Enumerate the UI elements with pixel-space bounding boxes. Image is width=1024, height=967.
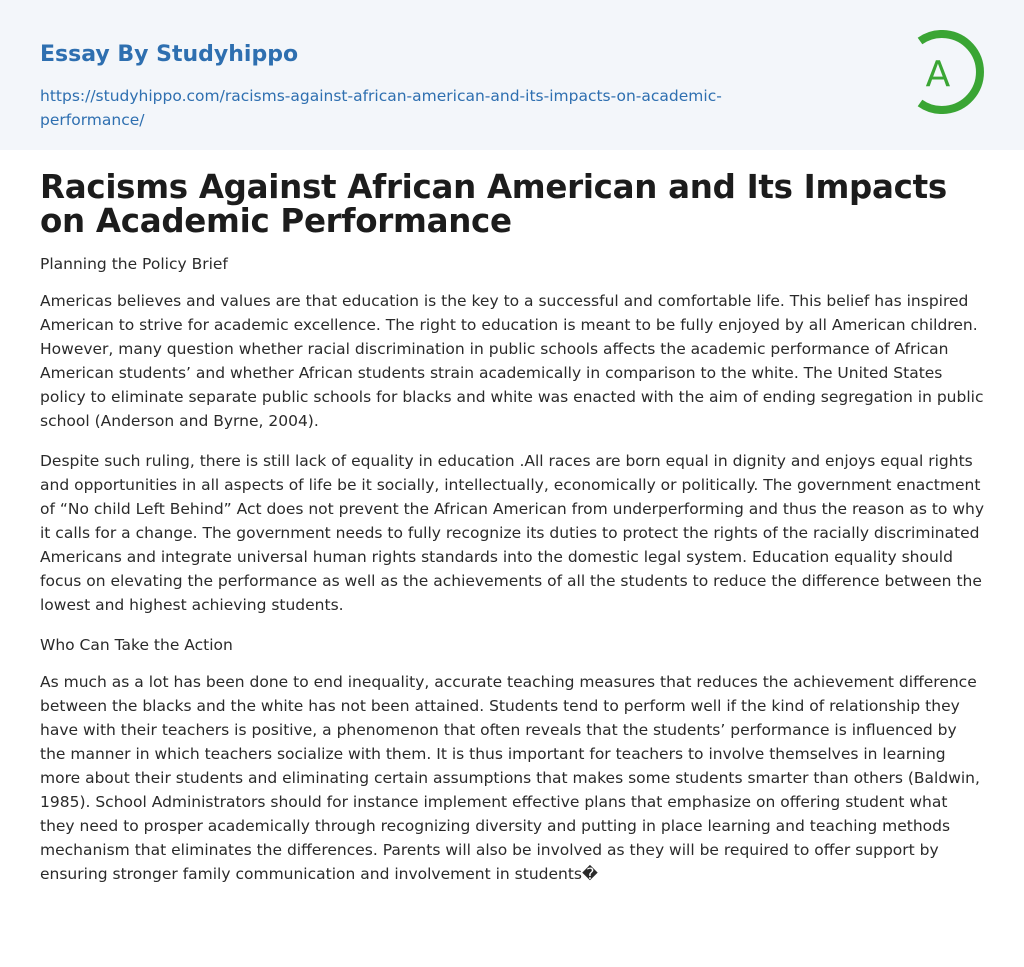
paragraph: Despite such ruling, there is still lack of equality in education .All races are born equal in dignity and enjoys equal rights and opportunities in all aspects of life be it socially, intellectually, economically or politically. The government enactment of “No child Left Behind” Act does not prevent the African American from underperforming and thus the reason as to why it calls for a change. The government needs to fully recognize its duties to protect the rights of the racially discriminated Americans and integrate universal human rights standards into the domestic legal system. Education equality should focus on elevating the performance as well as the achievements of all the students to reduce the difference between the lowest and highest achieving students. — [40, 452, 985, 614]
section-heading: Who Can Take the Action — [40, 636, 233, 654]
article — [0, 150, 1024, 886]
site-brand[interactable]: Essay By Studyhippo — [40, 42, 299, 67]
article-title: Racisms Against African American and Its Impacts on Academic Performance — [40, 168, 947, 240]
site-header — [0, 0, 1024, 150]
paragraph: As much as a lot has been done to end inequality, accurate teaching measures that reduces the achievement difference between the blacks and the white has not been attained. Students tend to perform well if the kind of relationship they have with their teachers is positive, a phenomenon that often reveals that the students’ performance is influenced by the manner in which teachers socialize with them. It is thus important for teachers to involve themselves in learning more about their students and eliminating certain assumptions that makes some students smarter than others (Baldwin, 1985). School Administrators should for instance implement effective plans that emphasize on offering student what they need to prosper academically through recognizing diversity and putting in place learning and teaching methods mechanism that eliminates the differences. Parents will also be involved as they will be required to offer support by ensuring stronger family communication and involvement in students� — [40, 673, 980, 883]
paragraph: Americas believes and values are that education is the key to a successful and comfortable life. This belief has inspired American to strive for academic excellence. The right to education is meant to be fully enjoyed by all American children. However, many question whether racial discrimination in public schools affects the academic performance of African American students’ and whether African students strain academically in comparison to the white. The United States policy to eliminate separate public schools for blacks and white was enacted with the aim of ending segregation in public school (Anderson and Byrne, 2004). — [40, 292, 984, 430]
studyhippo-logo-icon[interactable] — [912, 30, 984, 114]
source-url-link[interactable]: https://studyhippo.com/racisms-against-african-american-and-its-impacts-on-academic-performance/ — [40, 87, 722, 129]
section-heading: Planning the Policy Brief — [40, 255, 228, 273]
logo-letter: A — [925, 54, 951, 95]
